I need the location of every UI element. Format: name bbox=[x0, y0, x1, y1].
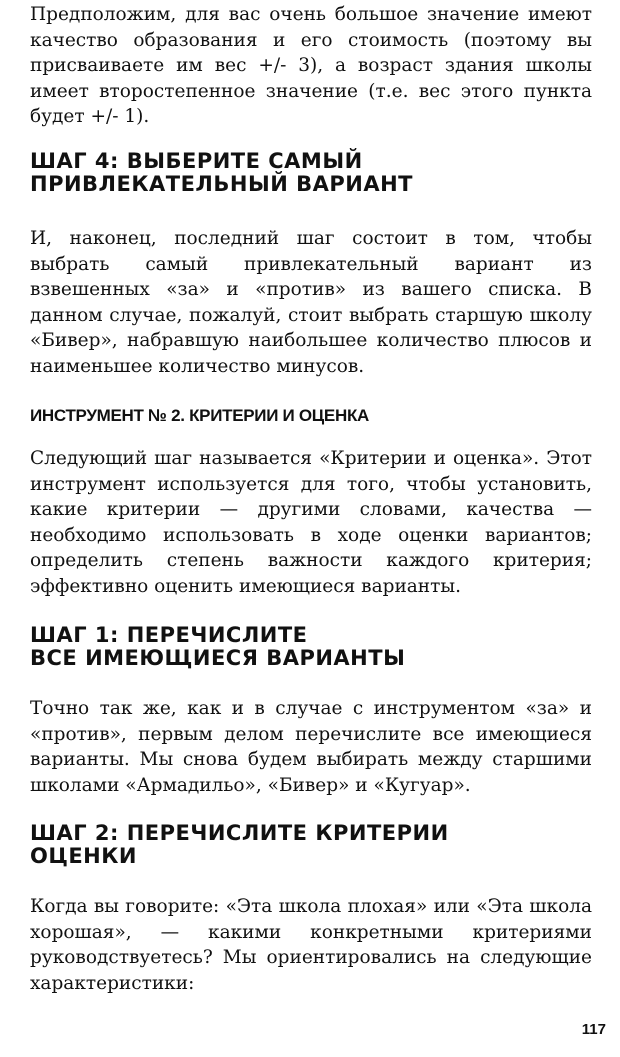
heading-step-2-line-1: ШАГ 2: ПЕРЕЧИСЛИТЕ КРИТЕРИИ bbox=[30, 821, 449, 845]
paragraph-list-options: Точно так же, как и в случае с инструментом «за» и «против», первым делом перечислите все имеющиеся варианты. Мы снова будем выбирать между старшими школами «Армадильо», «Бивер» и «Кугуар». bbox=[30, 698, 592, 796]
heading-step-1-line-1: ШАГ 1: ПЕРЕЧИСЛИТЕ bbox=[30, 623, 308, 647]
heading-step-2-line-2: ОЦЕНКИ bbox=[30, 844, 137, 868]
heading-tool-2: ИНСТРУМЕНТ № 2. КРИТЕРИИ И ОЦЕНКА bbox=[30, 406, 369, 425]
heading-step-4 bbox=[30, 150, 590, 196]
page-number: 117 bbox=[581, 1021, 606, 1038]
heading-step-1 bbox=[30, 624, 590, 670]
paragraph-choose-option: И, наконец, последний шаг состоит в том, чтобы выбрать самый привлекательный вариант из взвешенных «за» и «против» из вашего списка. В данном случае, пожалуй, стоит выбрать старшую школу «Бивер», набравшую наибольшее количество плюсов и наименьшее количество минусов. bbox=[30, 228, 592, 377]
paragraph-list-criteria: Когда вы говорите: «Эта школа плохая» или «Эта школа хорошая», — какими конкретными критериями руководствуетесь? Мы ориентировались на следующие характеристики: bbox=[30, 896, 592, 994]
heading-step-1-line-2: ВСЕ ИМЕЮЩИЕСЯ ВАРИАНТЫ bbox=[30, 646, 406, 670]
paragraph-weights: Предположим, для вас очень большое значение имеют качество образования и его стоимость (поэтому вы присваиваете им вес +/- 3), а возраст здания школы имеет второстепенное значение (т.е. вес этого пункта будет +/- 1). bbox=[30, 4, 592, 127]
heading-step-4-line-1: ШАГ 4: ВЫБЕРИТЕ САМЫЙ bbox=[30, 149, 363, 173]
heading-step-2 bbox=[30, 822, 590, 868]
paragraph-criteria-intro: Следующий шаг называется «Критерии и оценка». Этот инструмент используется для того, чтобы установить, какие критерии — другими словами, качества — необходимо использовать в ходе оценки вариантов; определить степень важности каждого критерия; эффективно оценить имеющиеся варианты. bbox=[30, 448, 592, 597]
heading-step-4-line-2: ПРИВЛЕКАТЕЛЬНЫЙ ВАРИАНТ bbox=[30, 172, 413, 196]
